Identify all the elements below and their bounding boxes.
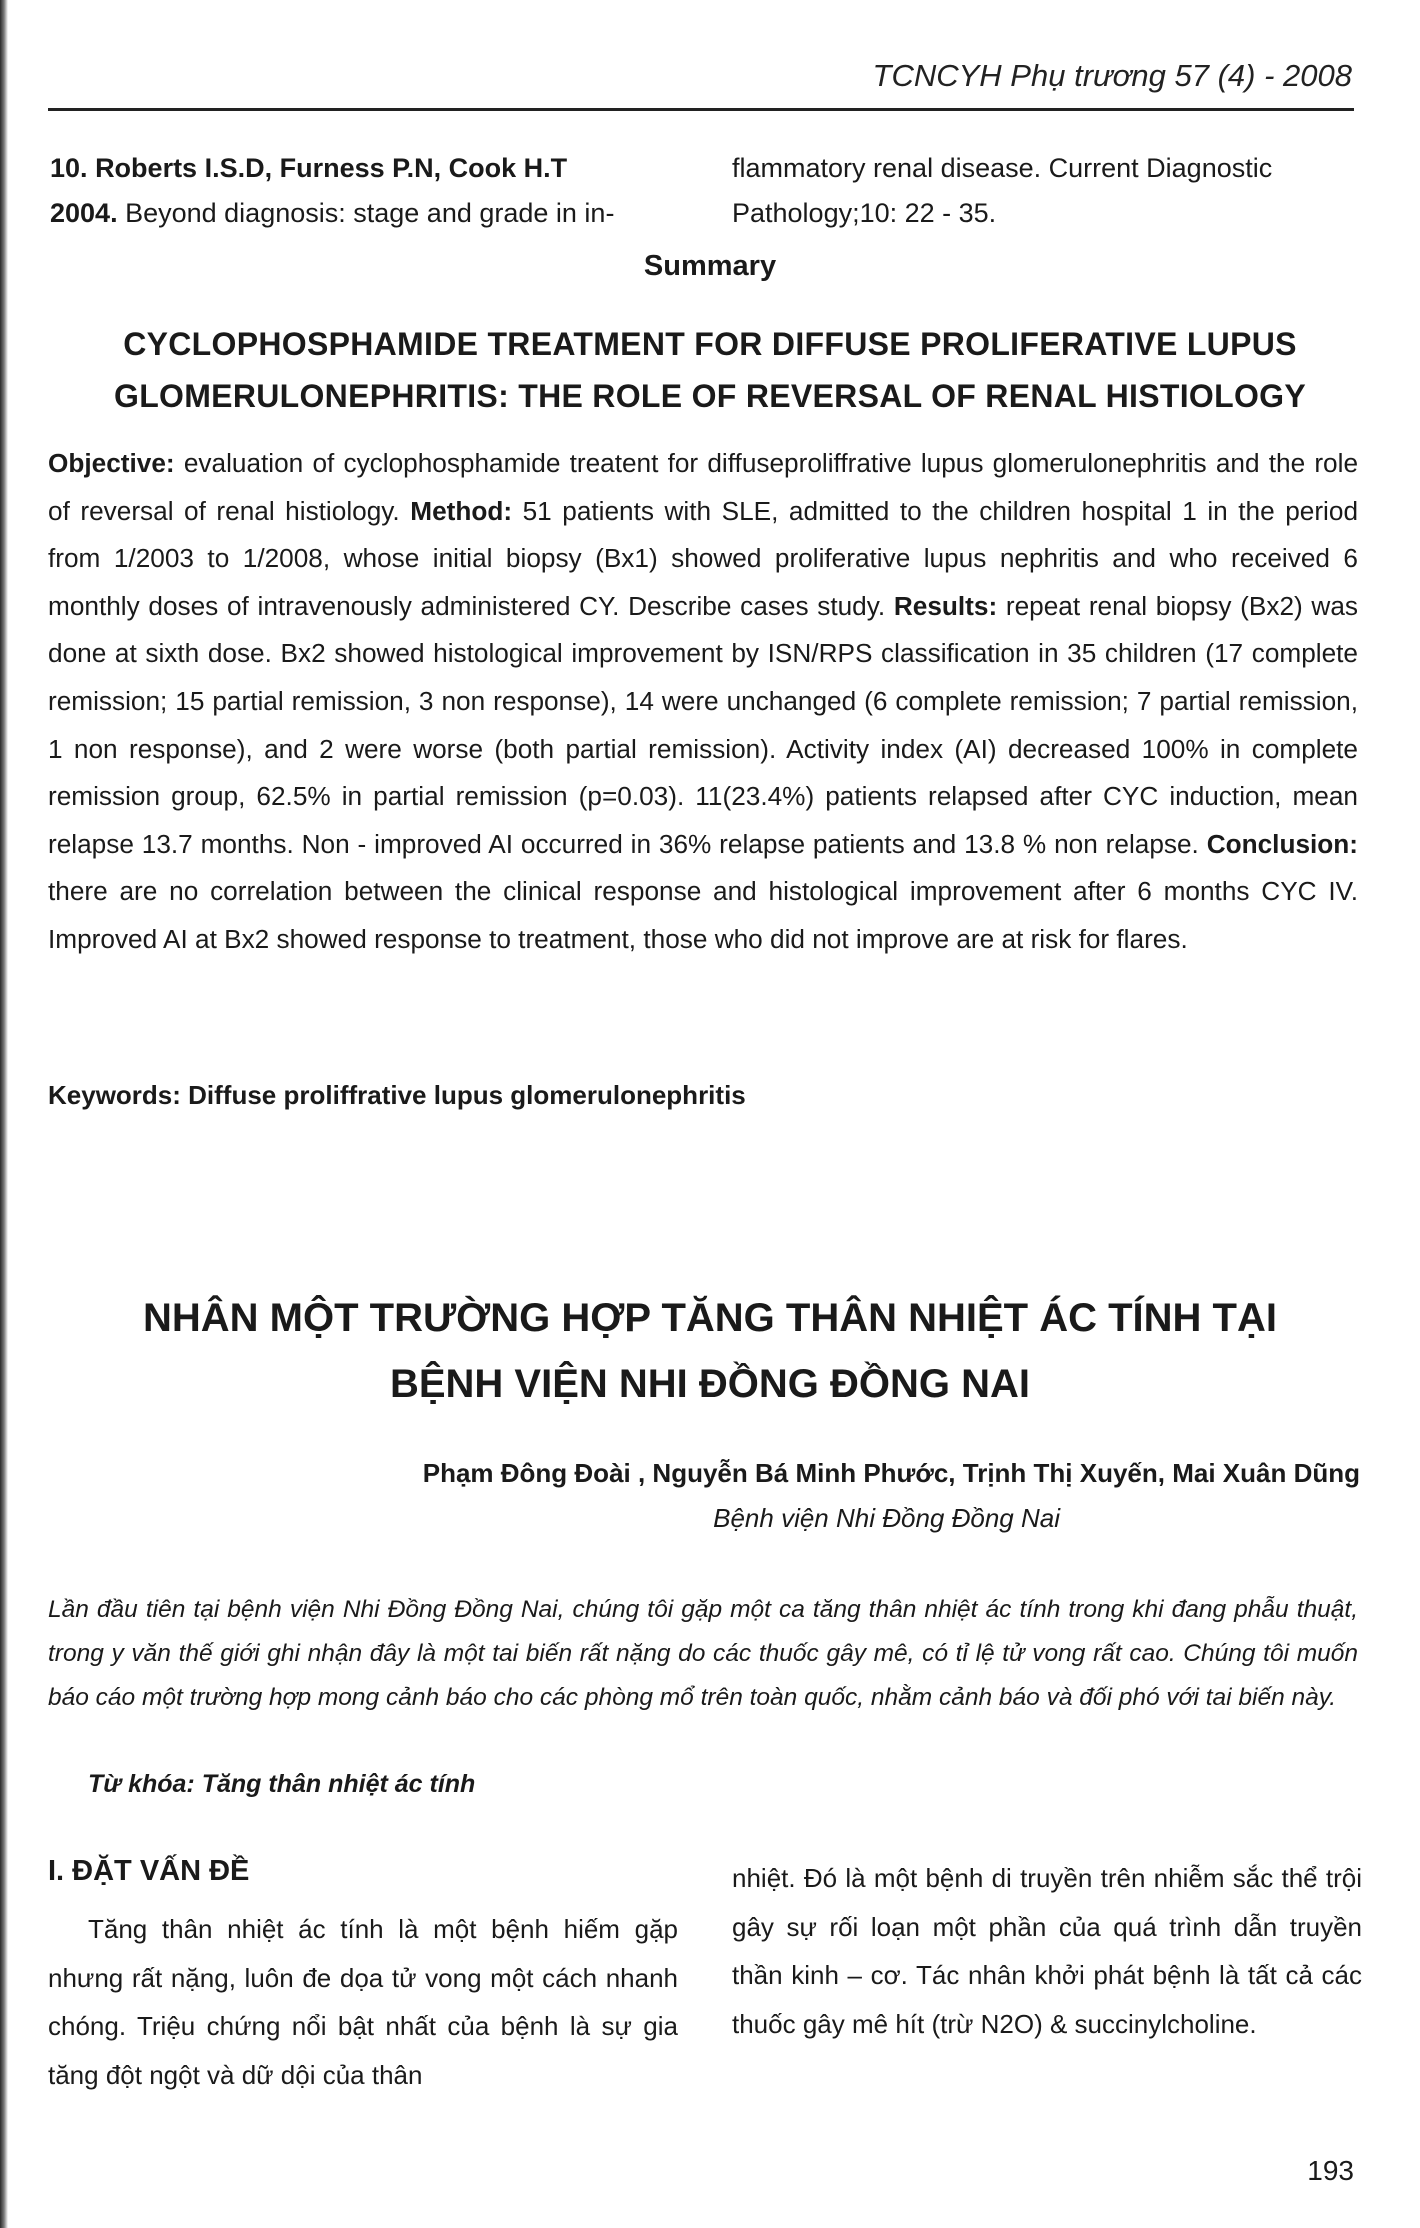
running-header: TCNCYH Phụ trương 57 (4) - 2008 [872,58,1352,93]
results-label: Results: [893,590,998,621]
vietnamese-keywords-value: Tăng thân nhiệt ác tính [201,1770,476,1798]
english-keywords: Keywords: Diffuse proliffrative lupus glomerulonephritis [48,1080,746,1110]
section-heading: I. ĐẶT VẤN ĐỀ [48,1855,250,1887]
vietnamese-title-line-2: BỆNH VIỆN NHI ĐỒNG ĐỒNG NAI [389,1362,1031,1406]
english-title: CYCLOPHOSPHAMIDE TREATMENT FOR DIFFUSE PROLIFERATIVE LUPUS GLOMERULONEPHRITIS: THE ROLE OF REVERSAL OF RENAL HISTIOLOGY [114,326,1306,414]
results-text: repeat renal biopsy (Bx2) was done at sixth dose. Bx2 showed histological improvement by ISN/RPS classification in 35 children (17 complete remission; 15 partial remission, 3 non response), 14 were unchanged (6 complete remission; 7 partial remission, 1 non response), and 2 were worse (both partial remission). Activity index (AI) decreased 100% in complete remission group, 62.5% in partial remission (p=0.03). 11(23.4%) patients relapsed after CYC induction, mean relapse 13.7 months. Non - improved AI occurred in 36% relapse patients and 13.8 % non relapse. [48,590,1358,859]
english-abstract [48,440,1358,964]
reference-text-left: Beyond diagnosis: stage and grade in in- [125,198,615,228]
page-number: 193 [1307,2155,1354,2186]
vietnamese-keywords [88,1770,475,1799]
reference-left-column [50,146,680,236]
vietnamese-keywords-label: Từ khóa: [88,1770,195,1798]
article-affiliation: Bệnh viện Nhi Đồng Đồng Nai [713,1503,1060,1533]
article-authors: Phạm Đông Đoài , Nguyễn Bá Minh Phước, Trịnh Thị Xuyến, Mai Xuân Dũng [422,1458,1360,1488]
conclusion-text: there are no correlation between the clinical response and histological improvement after 6 months CYC IV. Improved AI at Bx2 showed response to treatment, those who did not improve are at risk for flares. [48,876,1358,954]
objective-text: evaluation of cyclophosphamide treatent for diffuseproliffrative lupus glomerulonephritis and the role of reversal of renal histiology. [48,448,1359,526]
vietnamese-title [40,1285,1380,1417]
method-text: 51 patients with SLE, admitted to the children hospital 1 in the period from 1/2003 to 1/2008, whose initial biopsy (Bx1) showed proliferative lupus nephritis and who received 6 monthly doses of intravenously administered CY. Describe cases study. [48,495,1359,621]
vietnamese-abstract: Lần đầu tiên tại bệnh viện Nhi Đồng Đồng Nai, chúng tôi gặp một ca tăng thân nhiệt ác tính trong khi đang phẫu thuật, trong y văn thế giới ghi nhận đây là một tai biến rất nặng do các thuốc gây mê, có tỉ lệ tử vong rất cao. Chúng tôi muốn báo cáo một trường hợp mong cảnh báo cho các phòng mổ trên toàn quốc, nhằm cảnh báo và đối phó với tai biến này. [48,1596,1358,1711]
scan-edge-shadow [0,0,8,2228]
reference-text-right: flammatory renal disease. Current Diagnostic Pathology;10: 22 - 35. [732,153,1273,228]
vietnamese-title-line-1: NHÂN MỘT TRƯỜNG HỢP TĂNG THÂN NHIỆT ÁC TÍNH TẠI [143,1296,1277,1340]
summary-heading: Summary [643,250,777,282]
reference-number: 10. [50,153,88,183]
body-left-column: Tăng thân nhiệt ác tính là một bệnh hiếm gặp nhưng rất nặng, luôn đe dọa tử vong một cách nhanh chóng. Triệu chứng nổi bật nhất của bệnh là sự gia tăng đột ngột và dữ dội của thân [48,1914,678,2090]
objective-label: Objective: [48,448,175,478]
method-label: Method: [410,495,513,526]
reference-authors: Roberts I.S.D, Furness P.N, Cook H.T [95,153,568,183]
conclusion-label: Conclusion: [1206,828,1358,859]
body-right-column: nhiệt. Đó là một bệnh di truyền trên nhiễm sắc thể trội gây sự rối loạn một phần của quá trình dẫn truyền thần kinh – cơ. Tác nhân khởi phát bệnh là tất cả các thuốc gây mê hít (trừ N2O) & succinylcholine. [732,1863,1362,2039]
reference-year: 2004. [50,198,118,228]
header-rule [48,108,1354,111]
